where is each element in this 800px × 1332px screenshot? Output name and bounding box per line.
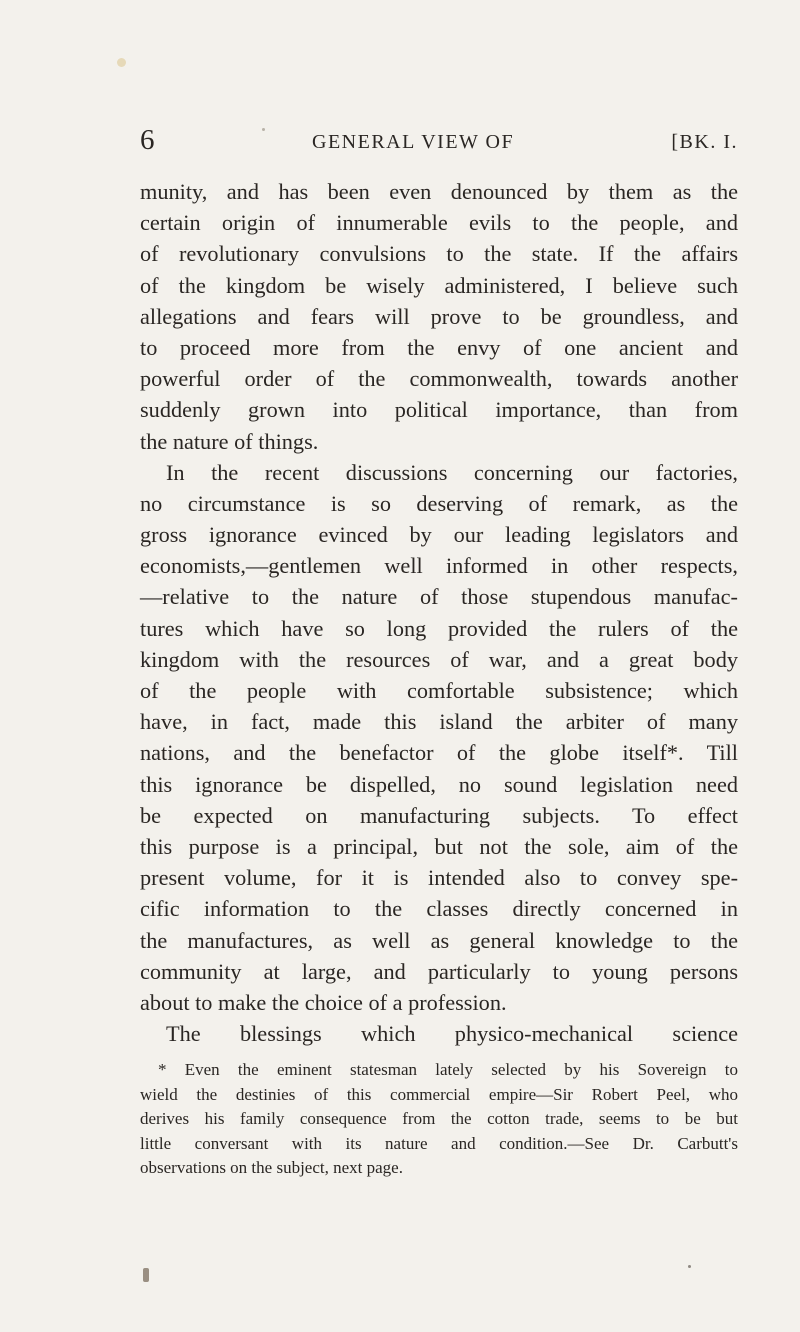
text-line: this ignorance be dispelled, no sound legislation need: [140, 771, 738, 797]
text-line: economists,—gentlemen well informed in other respects,: [140, 553, 738, 579]
body-text: [140, 176, 738, 1049]
text-line: to proceed more from the envy of one ancient and: [140, 334, 738, 360]
page-number: 6: [140, 124, 155, 156]
footnote-line: observations on the subject, next page.: [140, 1158, 403, 1177]
text-line: community at large, and particularly to young persons: [140, 958, 738, 984]
text-line: nations, and the benefactor of the globe itself*. Till: [140, 740, 738, 766]
text-line: this purpose is a principal, but not the sole, aim of the: [140, 833, 738, 859]
paper-speck: [143, 1268, 149, 1282]
text-line: the manufactures, as well as general knowledge to the: [140, 927, 738, 953]
running-title: GENERAL VIEW OF: [312, 131, 515, 153]
footnote: [140, 1058, 738, 1181]
text-line: about to make the choice of a profession.: [140, 989, 507, 1015]
text-line: allegations and fears will prove to be groundless, and: [140, 303, 738, 329]
text-line: the nature of things.: [140, 428, 319, 454]
text-line: present volume, for it is intended also to convey spe-: [140, 865, 738, 891]
footnote-line: * Even the eminent statesman lately selected by his Sovereign to: [158, 1060, 738, 1079]
text-line: certain origin of innumerable evils to the people, and: [140, 210, 738, 236]
text-line: be expected on manufacturing subjects. To effect: [140, 802, 738, 828]
text-line: have, in fact, made this island the arbiter of many: [140, 709, 738, 735]
paper-speck: [117, 58, 126, 67]
footnote-line: wield the destinies of this commercial empire—Sir Robert Peel, who: [140, 1084, 738, 1104]
paper-speck: [688, 1265, 691, 1268]
text-line: —relative to the nature of those stupendous manufac-: [140, 584, 738, 610]
text-line: of the people with comfortable subsistence; which: [140, 678, 738, 703]
text-line: suddenly grown into political importance, than from: [140, 397, 738, 423]
text-line: powerful order of the commonwealth, towards another: [140, 366, 738, 392]
running-head: [140, 120, 738, 160]
text-line: of revolutionary convulsions to the state. If the affairs: [140, 241, 738, 267]
text-line: gross ignorance evinced by our leading legislators and: [140, 522, 738, 548]
text-line: of the kingdom be wisely administered, I believe such: [140, 272, 738, 298]
text-line: tures which have so long provided the rulers of the: [140, 615, 738, 641]
paper-speck: [262, 128, 265, 131]
text-line: no circumstance is so deserving of remark, as the: [140, 490, 738, 516]
footnote-line: little conversant with its nature and condition.—See Dr. Carbutt's: [140, 1133, 738, 1153]
text-line: munity, and has been even denounced by them as the: [140, 179, 738, 204]
text-line: The blessings which physico-mechanical science: [166, 1021, 738, 1047]
book-reference: [BK. I.: [671, 131, 738, 153]
text-line: kingdom with the resources of war, and a great body: [140, 646, 738, 672]
text-line: cific information to the classes directly concerned in: [140, 896, 738, 922]
footnote-line: derives his family consequence from the cotton trade, seems to be but: [140, 1109, 738, 1128]
text-line: In the recent discussions concerning our factories,: [166, 459, 738, 485]
